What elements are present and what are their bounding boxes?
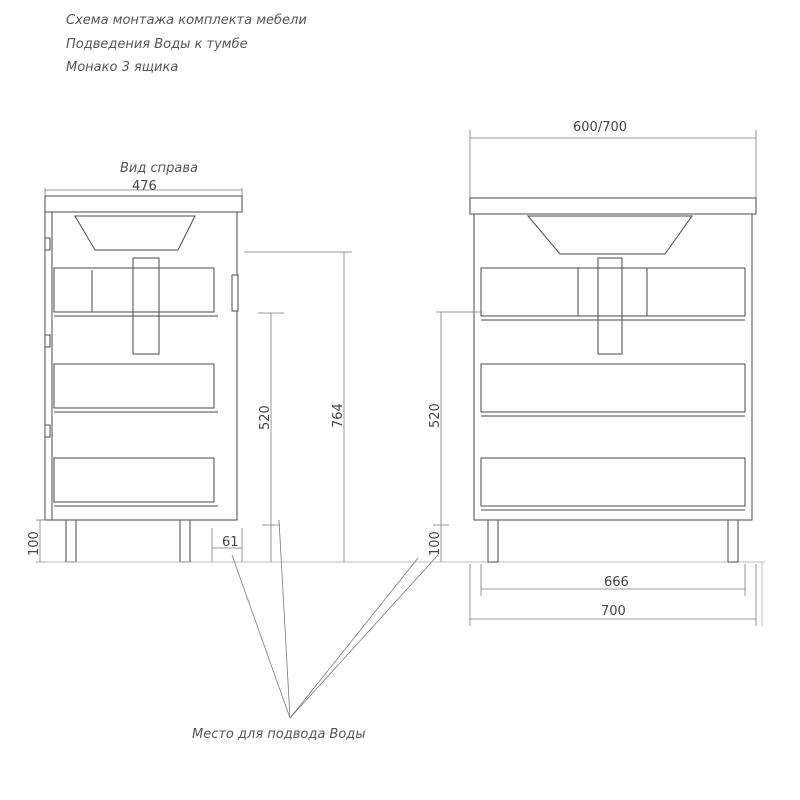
- side-countertop: [45, 196, 242, 212]
- front-width-top-dimension: [470, 120, 756, 200]
- side-leg-dimension: [27, 520, 46, 562]
- front-leg-label: 100: [428, 531, 443, 556]
- side-offset-label: 61: [222, 535, 239, 550]
- side-water-label: 520: [258, 405, 273, 430]
- front-width-top-label: 600/700: [573, 120, 628, 135]
- front-countertop: [470, 198, 756, 214]
- front-inner-width-dimension: [481, 564, 745, 596]
- front-inner-width-label: 666: [604, 575, 629, 590]
- header-line-1: Схема монтажа комплекта мебели: [66, 13, 307, 28]
- front-water-label: 520: [428, 403, 443, 428]
- front-overall-width-dimension: [470, 564, 756, 626]
- front-leg-right: [728, 520, 738, 562]
- side-water-dimension: [258, 313, 284, 562]
- side-total-label: 764: [331, 403, 346, 428]
- header-line-2: Подведения Воды к тумбе: [66, 37, 248, 52]
- side-leg-front: [66, 520, 76, 562]
- callout-leader-1: [232, 555, 290, 718]
- callout-leader-4: [290, 555, 438, 718]
- callout-label: Место для подвода Воды: [192, 727, 366, 742]
- callout-leader-3: [290, 558, 418, 718]
- front-overall-width-label: 700: [601, 604, 626, 619]
- side-view: [27, 161, 352, 562]
- side-siphon: [133, 258, 159, 354]
- side-leg-label: 100: [27, 531, 42, 556]
- header-line-3: Монако 3 ящика: [66, 60, 179, 75]
- side-view-title: Вид справа: [120, 161, 198, 176]
- side-offset-dimension: [212, 528, 242, 562]
- front-siphon: [598, 258, 622, 354]
- side-leg-back: [180, 520, 190, 562]
- front-leg-left: [488, 520, 498, 562]
- callout-leader-2: [279, 520, 290, 718]
- front-view: [428, 120, 762, 626]
- side-handle: [232, 275, 238, 311]
- water-inlet-callout: [192, 520, 438, 742]
- side-depth-label: 476: [132, 179, 157, 194]
